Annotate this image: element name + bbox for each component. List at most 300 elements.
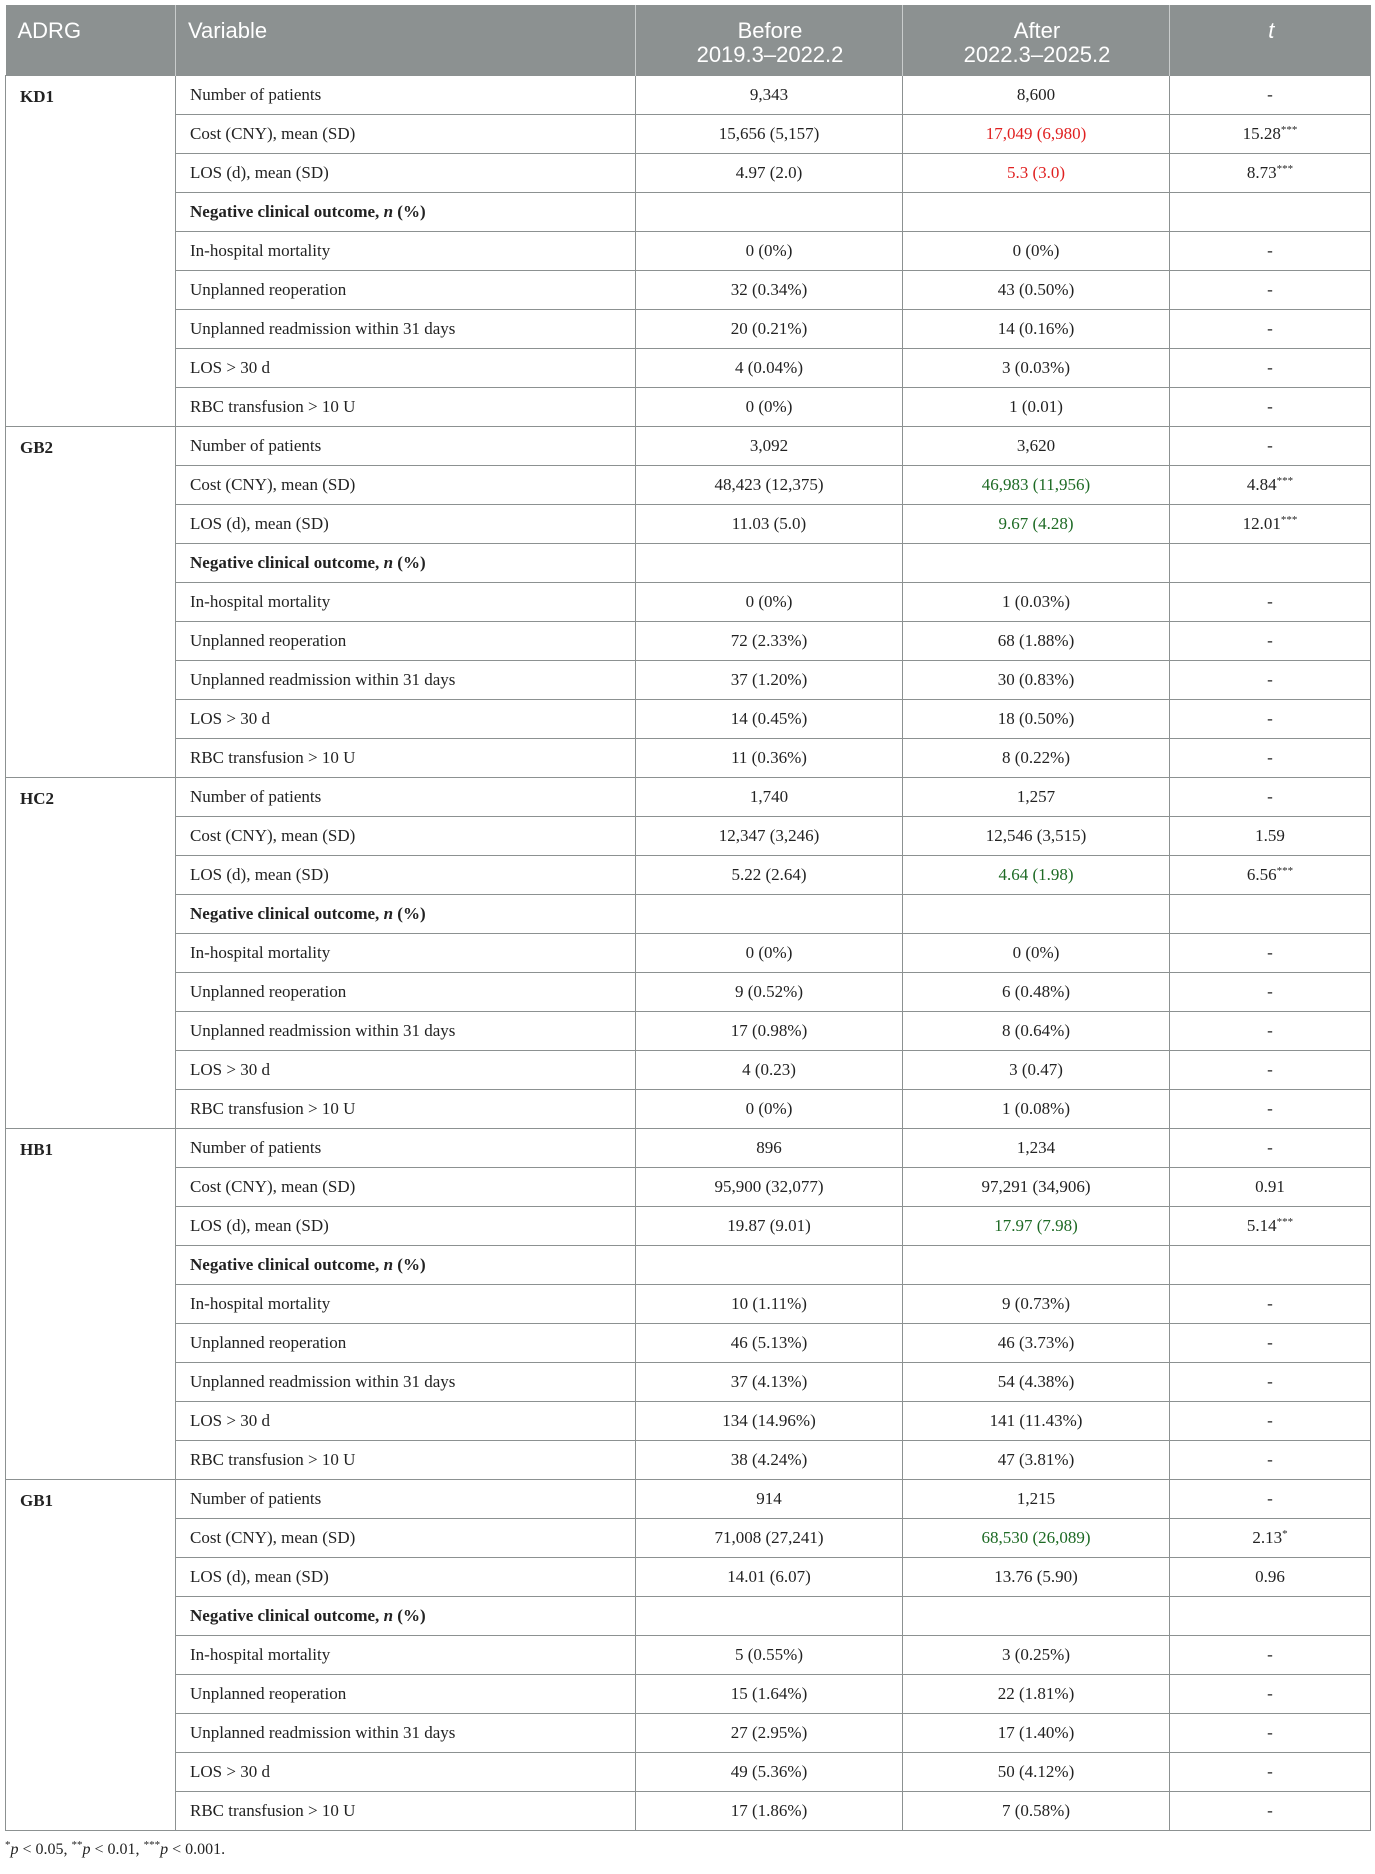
significance-marker: ***: [1276, 864, 1294, 877]
t-value: [1170, 1713, 1371, 1752]
after-value: 17.97 (7.98): [903, 1206, 1170, 1245]
t-stat: -: [1267, 240, 1273, 260]
variable-cell: LOS (d), mean (SD): [176, 1206, 636, 1245]
t-value: [1170, 1479, 1371, 1518]
header-t: t: [1170, 5, 1371, 75]
t-value: [1170, 387, 1371, 426]
variable-cell: Unplanned reoperation: [176, 621, 636, 660]
t-stat: -: [1267, 1488, 1273, 1508]
before-value: 72 (2.33%): [636, 621, 903, 660]
table-row: [6, 1089, 1371, 1128]
variable-cell: LOS > 30 d: [176, 1050, 636, 1089]
t-value: [1170, 738, 1371, 777]
t-stat: -: [1267, 981, 1273, 1001]
before-value: 1,740: [636, 777, 903, 816]
variable-label: Negative clinical outcome,: [190, 552, 384, 572]
t-stat: -: [1267, 279, 1273, 299]
t-value: [1170, 270, 1371, 309]
variable-label-tail: (%): [393, 903, 426, 923]
before-value: [636, 1596, 903, 1635]
after-value: 141 (11.43%): [903, 1401, 1170, 1440]
t-value: [1170, 1284, 1371, 1323]
table-row: [6, 465, 1371, 504]
t-value: [1170, 1089, 1371, 1128]
variable-cell: RBC transfusion > 10 U: [176, 738, 636, 777]
t-stat: 8.73: [1246, 162, 1277, 182]
t-stat: -: [1267, 318, 1273, 338]
t-stat: -: [1267, 747, 1273, 767]
before-value: 0 (0%): [636, 933, 903, 972]
t-stat: -: [1267, 669, 1273, 689]
after-value: 12,546 (3,515): [903, 816, 1170, 855]
header-after-label: After: [1013, 18, 1061, 43]
table-row: [6, 1674, 1371, 1713]
t-value: [1170, 465, 1371, 504]
before-value: 38 (4.24%): [636, 1440, 903, 1479]
adrg-code: HC2: [6, 777, 176, 1128]
after-value: 8 (0.64%): [903, 1011, 1170, 1050]
variable-label-tail: (%): [393, 1254, 426, 1274]
t-value: [1170, 777, 1371, 816]
t-value: [1170, 660, 1371, 699]
after-value: 0 (0%): [903, 933, 1170, 972]
after-value: 50 (4.12%): [903, 1752, 1170, 1791]
before-value: 4.97 (2.0): [636, 153, 903, 192]
results-table: [5, 5, 1371, 1831]
after-value: 1,234: [903, 1128, 1170, 1167]
t-value: [1170, 1362, 1371, 1401]
table-row: [6, 699, 1371, 738]
t-value: [1170, 426, 1371, 465]
variable-label: Negative clinical outcome,: [190, 903, 384, 923]
variable-label-n: n: [383, 1254, 394, 1274]
table-row: [6, 621, 1371, 660]
variable-cell: Number of patients: [176, 1128, 636, 1167]
before-value: 46 (5.13%): [636, 1323, 903, 1362]
t-value: [1170, 543, 1371, 582]
t-stat: -: [1267, 1371, 1273, 1391]
after-value: 3,620: [903, 426, 1170, 465]
t-value: [1170, 1323, 1371, 1362]
after-value: 5.3 (3.0): [903, 153, 1170, 192]
t-value: [1170, 1167, 1371, 1206]
before-value: [636, 543, 903, 582]
after-value: [903, 192, 1170, 231]
variable-cell: LOS > 30 d: [176, 1752, 636, 1791]
table-row: [6, 933, 1371, 972]
table-row: [6, 777, 1371, 816]
document: [5, 5, 1370, 1859]
variable-cell: RBC transfusion > 10 U: [176, 1089, 636, 1128]
t-value: [1170, 972, 1371, 1011]
variable-cell: Number of patients: [176, 75, 636, 114]
before-value: 37 (1.20%): [636, 660, 903, 699]
table-row: [6, 1128, 1371, 1167]
t-value: [1170, 855, 1371, 894]
t-stat: -: [1267, 1761, 1273, 1781]
header-adrg: ADRG: [6, 5, 176, 75]
before-value: 5.22 (2.64): [636, 855, 903, 894]
before-value: 27 (2.95%): [636, 1713, 903, 1752]
variable-cell: LOS (d), mean (SD): [176, 1557, 636, 1596]
before-value: 15,656 (5,157): [636, 114, 903, 153]
t-stat: 5.14: [1246, 1215, 1277, 1235]
variable-cell: RBC transfusion > 10 U: [176, 1791, 636, 1830]
before-value: [636, 192, 903, 231]
table-row: [6, 1323, 1371, 1362]
before-value: 20 (0.21%): [636, 309, 903, 348]
table-row: [6, 1557, 1371, 1596]
after-value: 1 (0.03%): [903, 582, 1170, 621]
variable-cell: [176, 894, 636, 933]
after-value: 54 (4.38%): [903, 1362, 1170, 1401]
variable-cell: Cost (CNY), mean (SD): [176, 114, 636, 153]
t-stat: -: [1267, 1059, 1273, 1079]
variable-cell: Unplanned readmission within 31 days: [176, 1713, 636, 1752]
header-after-period: 2022.3–2025.2: [963, 42, 1111, 67]
after-value: 1,215: [903, 1479, 1170, 1518]
before-value: 0 (0%): [636, 387, 903, 426]
after-value: 1 (0.01): [903, 387, 1170, 426]
table-row: [6, 1245, 1371, 1284]
table-row: [6, 1167, 1371, 1206]
table-row: [6, 1362, 1371, 1401]
after-value: 47 (3.81%): [903, 1440, 1170, 1479]
after-value: 1,257: [903, 777, 1170, 816]
table-row: [6, 1791, 1371, 1830]
t-stat: -: [1267, 396, 1273, 416]
after-value: 3 (0.47): [903, 1050, 1170, 1089]
after-value: [903, 1245, 1170, 1284]
variable-cell: RBC transfusion > 10 U: [176, 387, 636, 426]
variable-cell: LOS (d), mean (SD): [176, 855, 636, 894]
variable-cell: In-hospital mortality: [176, 1284, 636, 1323]
t-stat: -: [1267, 1683, 1273, 1703]
t-value: [1170, 75, 1371, 114]
after-value: 9.67 (4.28): [903, 504, 1170, 543]
variable-label-tail: (%): [393, 552, 426, 572]
table-row: [6, 231, 1371, 270]
t-stat: 4.84: [1246, 474, 1277, 494]
significance-marker: ***: [1276, 162, 1294, 175]
t-value: [1170, 114, 1371, 153]
t-stat: 2.13: [1252, 1527, 1283, 1547]
t-stat: 1.59: [1255, 825, 1285, 845]
after-value: 4.64 (1.98): [903, 855, 1170, 894]
variable-label-n: n: [383, 903, 394, 923]
variable-cell: Number of patients: [176, 777, 636, 816]
t-stat: -: [1267, 1020, 1273, 1040]
t-stat: -: [1267, 708, 1273, 728]
after-value: 46 (3.73%): [903, 1323, 1170, 1362]
variable-cell: In-hospital mortality: [176, 582, 636, 621]
variable-cell: [176, 192, 636, 231]
table-row: [6, 738, 1371, 777]
variable-cell: Unplanned readmission within 31 days: [176, 1011, 636, 1050]
t-value: [1170, 1635, 1371, 1674]
adrg-code: GB2: [6, 426, 176, 777]
before-value: 914: [636, 1479, 903, 1518]
before-value: 896: [636, 1128, 903, 1167]
header-before: [636, 5, 903, 75]
table-row: [6, 114, 1371, 153]
variable-cell: Number of patients: [176, 1479, 636, 1518]
t-stat: -: [1267, 1293, 1273, 1313]
table-row: [6, 1401, 1371, 1440]
before-value: 17 (1.86%): [636, 1791, 903, 1830]
table-row: [6, 348, 1371, 387]
t-stat: -: [1267, 591, 1273, 611]
header-variable: Variable: [176, 5, 636, 75]
table-row: [6, 1440, 1371, 1479]
t-value: [1170, 1596, 1371, 1635]
variable-cell: Cost (CNY), mean (SD): [176, 816, 636, 855]
after-value: 97,291 (34,906): [903, 1167, 1170, 1206]
t-value: [1170, 933, 1371, 972]
before-value: 49 (5.36%): [636, 1752, 903, 1791]
table-row: [6, 192, 1371, 231]
t-stat: 0.96: [1255, 1566, 1285, 1586]
after-value: 0 (0%): [903, 231, 1170, 270]
adrg-code: KD1: [6, 75, 176, 426]
header-after: [903, 5, 1170, 75]
t-stat: 0.91: [1255, 1176, 1285, 1196]
before-value: 32 (0.34%): [636, 270, 903, 309]
t-value: [1170, 699, 1371, 738]
table-row: [6, 1011, 1371, 1050]
table-row: [6, 582, 1371, 621]
t-stat: -: [1267, 786, 1273, 806]
footnote: *p < 0.05, **p < 0.01, ***p < 0.001.: [5, 1838, 226, 1858]
after-value: 30 (0.83%): [903, 660, 1170, 699]
header-before-period: 2019.3–2022.2: [696, 42, 844, 67]
variable-label: Negative clinical outcome,: [190, 1605, 384, 1625]
table-row: [6, 153, 1371, 192]
after-value: 1 (0.08%): [903, 1089, 1170, 1128]
before-value: 10 (1.11%): [636, 1284, 903, 1323]
t-stat: -: [1267, 84, 1273, 104]
table-row: [6, 75, 1371, 114]
table-row: [6, 972, 1371, 1011]
t-value: [1170, 231, 1371, 270]
variable-cell: Unplanned reoperation: [176, 270, 636, 309]
variable-cell: LOS (d), mean (SD): [176, 504, 636, 543]
before-value: 0 (0%): [636, 582, 903, 621]
t-stat: -: [1267, 1098, 1273, 1118]
t-value: [1170, 348, 1371, 387]
t-value: [1170, 1557, 1371, 1596]
t-value: [1170, 1011, 1371, 1050]
t-value: [1170, 582, 1371, 621]
significance-marker: ***: [1280, 513, 1298, 526]
table-row: [6, 387, 1371, 426]
variable-label-n: n: [383, 201, 394, 221]
table-row: [6, 1206, 1371, 1245]
variable-cell: Unplanned readmission within 31 days: [176, 660, 636, 699]
table-row: [6, 1479, 1371, 1518]
t-stat: -: [1267, 942, 1273, 962]
after-value: 13.76 (5.90): [903, 1557, 1170, 1596]
after-value: 6 (0.48%): [903, 972, 1170, 1011]
variable-cell: [176, 1596, 636, 1635]
before-value: 17 (0.98%): [636, 1011, 903, 1050]
variable-cell: Unplanned reoperation: [176, 1323, 636, 1362]
before-value: 95,900 (32,077): [636, 1167, 903, 1206]
variable-label: Negative clinical outcome,: [190, 201, 384, 221]
table-body: [6, 75, 1371, 1830]
before-value: 9 (0.52%): [636, 972, 903, 1011]
variable-cell: Unplanned readmission within 31 days: [176, 1362, 636, 1401]
variable-cell: Unplanned reoperation: [176, 1674, 636, 1713]
variable-cell: [176, 1245, 636, 1284]
variable-label: Negative clinical outcome,: [190, 1254, 384, 1274]
t-stat: -: [1267, 1449, 1273, 1469]
t-value: [1170, 1050, 1371, 1089]
t-stat: 12.01: [1242, 513, 1281, 533]
after-value: 68,530 (26,089): [903, 1518, 1170, 1557]
before-value: 3,092: [636, 426, 903, 465]
after-value: [903, 543, 1170, 582]
after-value: [903, 894, 1170, 933]
significance-marker: ***: [1276, 1215, 1294, 1228]
table-row: [6, 426, 1371, 465]
before-value: 4 (0.04%): [636, 348, 903, 387]
significance-marker: *: [1282, 1527, 1288, 1540]
table-row: [6, 1713, 1371, 1752]
variable-cell: LOS > 30 d: [176, 348, 636, 387]
after-value: 3 (0.03%): [903, 348, 1170, 387]
before-value: 12,347 (3,246): [636, 816, 903, 855]
after-value: 43 (0.50%): [903, 270, 1170, 309]
variable-cell: In-hospital mortality: [176, 933, 636, 972]
t-value: [1170, 1440, 1371, 1479]
header-before-label: Before: [737, 18, 803, 43]
variable-cell: LOS > 30 d: [176, 1401, 636, 1440]
variable-label-tail: (%): [393, 201, 426, 221]
table-row: [6, 1518, 1371, 1557]
variable-label-n: n: [383, 1605, 394, 1625]
t-value: [1170, 192, 1371, 231]
t-value: [1170, 1752, 1371, 1791]
t-stat: 6.56: [1246, 864, 1277, 884]
table-row: [6, 1284, 1371, 1323]
after-value: 7 (0.58%): [903, 1791, 1170, 1830]
t-stat: -: [1267, 1410, 1273, 1430]
adrg-code: HB1: [6, 1128, 176, 1479]
t-value: [1170, 1401, 1371, 1440]
after-value: 14 (0.16%): [903, 309, 1170, 348]
t-value: [1170, 1674, 1371, 1713]
t-stat: -: [1267, 1137, 1273, 1157]
before-value: 14 (0.45%): [636, 699, 903, 738]
before-value: 37 (4.13%): [636, 1362, 903, 1401]
table-row: [6, 309, 1371, 348]
table-row: [6, 1050, 1371, 1089]
variable-cell: [176, 543, 636, 582]
t-stat: -: [1267, 357, 1273, 377]
before-value: [636, 894, 903, 933]
variable-cell: Unplanned readmission within 31 days: [176, 309, 636, 348]
t-value: [1170, 1791, 1371, 1830]
variable-cell: LOS (d), mean (SD): [176, 153, 636, 192]
after-value: 9 (0.73%): [903, 1284, 1170, 1323]
table-row: [6, 1752, 1371, 1791]
variable-cell: In-hospital mortality: [176, 231, 636, 270]
variable-cell: LOS > 30 d: [176, 699, 636, 738]
table-row: [6, 1596, 1371, 1635]
t-stat: 15.28: [1242, 123, 1281, 143]
significance-marker: ***: [1276, 474, 1294, 487]
before-value: 19.87 (9.01): [636, 1206, 903, 1245]
table-row: [6, 270, 1371, 309]
before-value: 0 (0%): [636, 1089, 903, 1128]
t-value: [1170, 894, 1371, 933]
before-value: 48,423 (12,375): [636, 465, 903, 504]
t-stat: -: [1267, 1722, 1273, 1742]
variable-label-n: n: [383, 552, 394, 572]
t-value: [1170, 1518, 1371, 1557]
variable-cell: In-hospital mortality: [176, 1635, 636, 1674]
after-value: 22 (1.81%): [903, 1674, 1170, 1713]
t-stat: -: [1267, 435, 1273, 455]
after-value: 3 (0.25%): [903, 1635, 1170, 1674]
table-row: [6, 855, 1371, 894]
t-value: [1170, 816, 1371, 855]
t-value: [1170, 1128, 1371, 1167]
after-value: 17,049 (6,980): [903, 114, 1170, 153]
after-value: 17 (1.40%): [903, 1713, 1170, 1752]
variable-cell: Cost (CNY), mean (SD): [176, 1518, 636, 1557]
variable-cell: Cost (CNY), mean (SD): [176, 465, 636, 504]
variable-label-tail: (%): [393, 1605, 426, 1625]
table-row: [6, 660, 1371, 699]
after-value: 68 (1.88%): [903, 621, 1170, 660]
before-value: 11.03 (5.0): [636, 504, 903, 543]
t-value: [1170, 153, 1371, 192]
t-value: [1170, 621, 1371, 660]
variable-cell: Unplanned reoperation: [176, 972, 636, 1011]
variable-cell: Cost (CNY), mean (SD): [176, 1167, 636, 1206]
significance-marker: ***: [1280, 123, 1298, 136]
table-header: [6, 5, 1371, 75]
before-value: 71,008 (27,241): [636, 1518, 903, 1557]
before-value: 4 (0.23): [636, 1050, 903, 1089]
t-stat: -: [1267, 1644, 1273, 1664]
after-value: 8,600: [903, 75, 1170, 114]
variable-cell: RBC transfusion > 10 U: [176, 1440, 636, 1479]
table-row: [6, 894, 1371, 933]
t-value: [1170, 504, 1371, 543]
before-value: 134 (14.96%): [636, 1401, 903, 1440]
before-value: [636, 1245, 903, 1284]
t-value: [1170, 1206, 1371, 1245]
table-row: [6, 1635, 1371, 1674]
table-row: [6, 816, 1371, 855]
after-value: [903, 1596, 1170, 1635]
table-row: [6, 504, 1371, 543]
before-value: 9,343: [636, 75, 903, 114]
table-row: [6, 543, 1371, 582]
before-value: 11 (0.36%): [636, 738, 903, 777]
before-value: 0 (0%): [636, 231, 903, 270]
after-value: 46,983 (11,956): [903, 465, 1170, 504]
after-value: 18 (0.50%): [903, 699, 1170, 738]
t-value: [1170, 309, 1371, 348]
adrg-code: GB1: [6, 1479, 176, 1830]
variable-cell: Number of patients: [176, 426, 636, 465]
before-value: 15 (1.64%): [636, 1674, 903, 1713]
before-value: 5 (0.55%): [636, 1635, 903, 1674]
